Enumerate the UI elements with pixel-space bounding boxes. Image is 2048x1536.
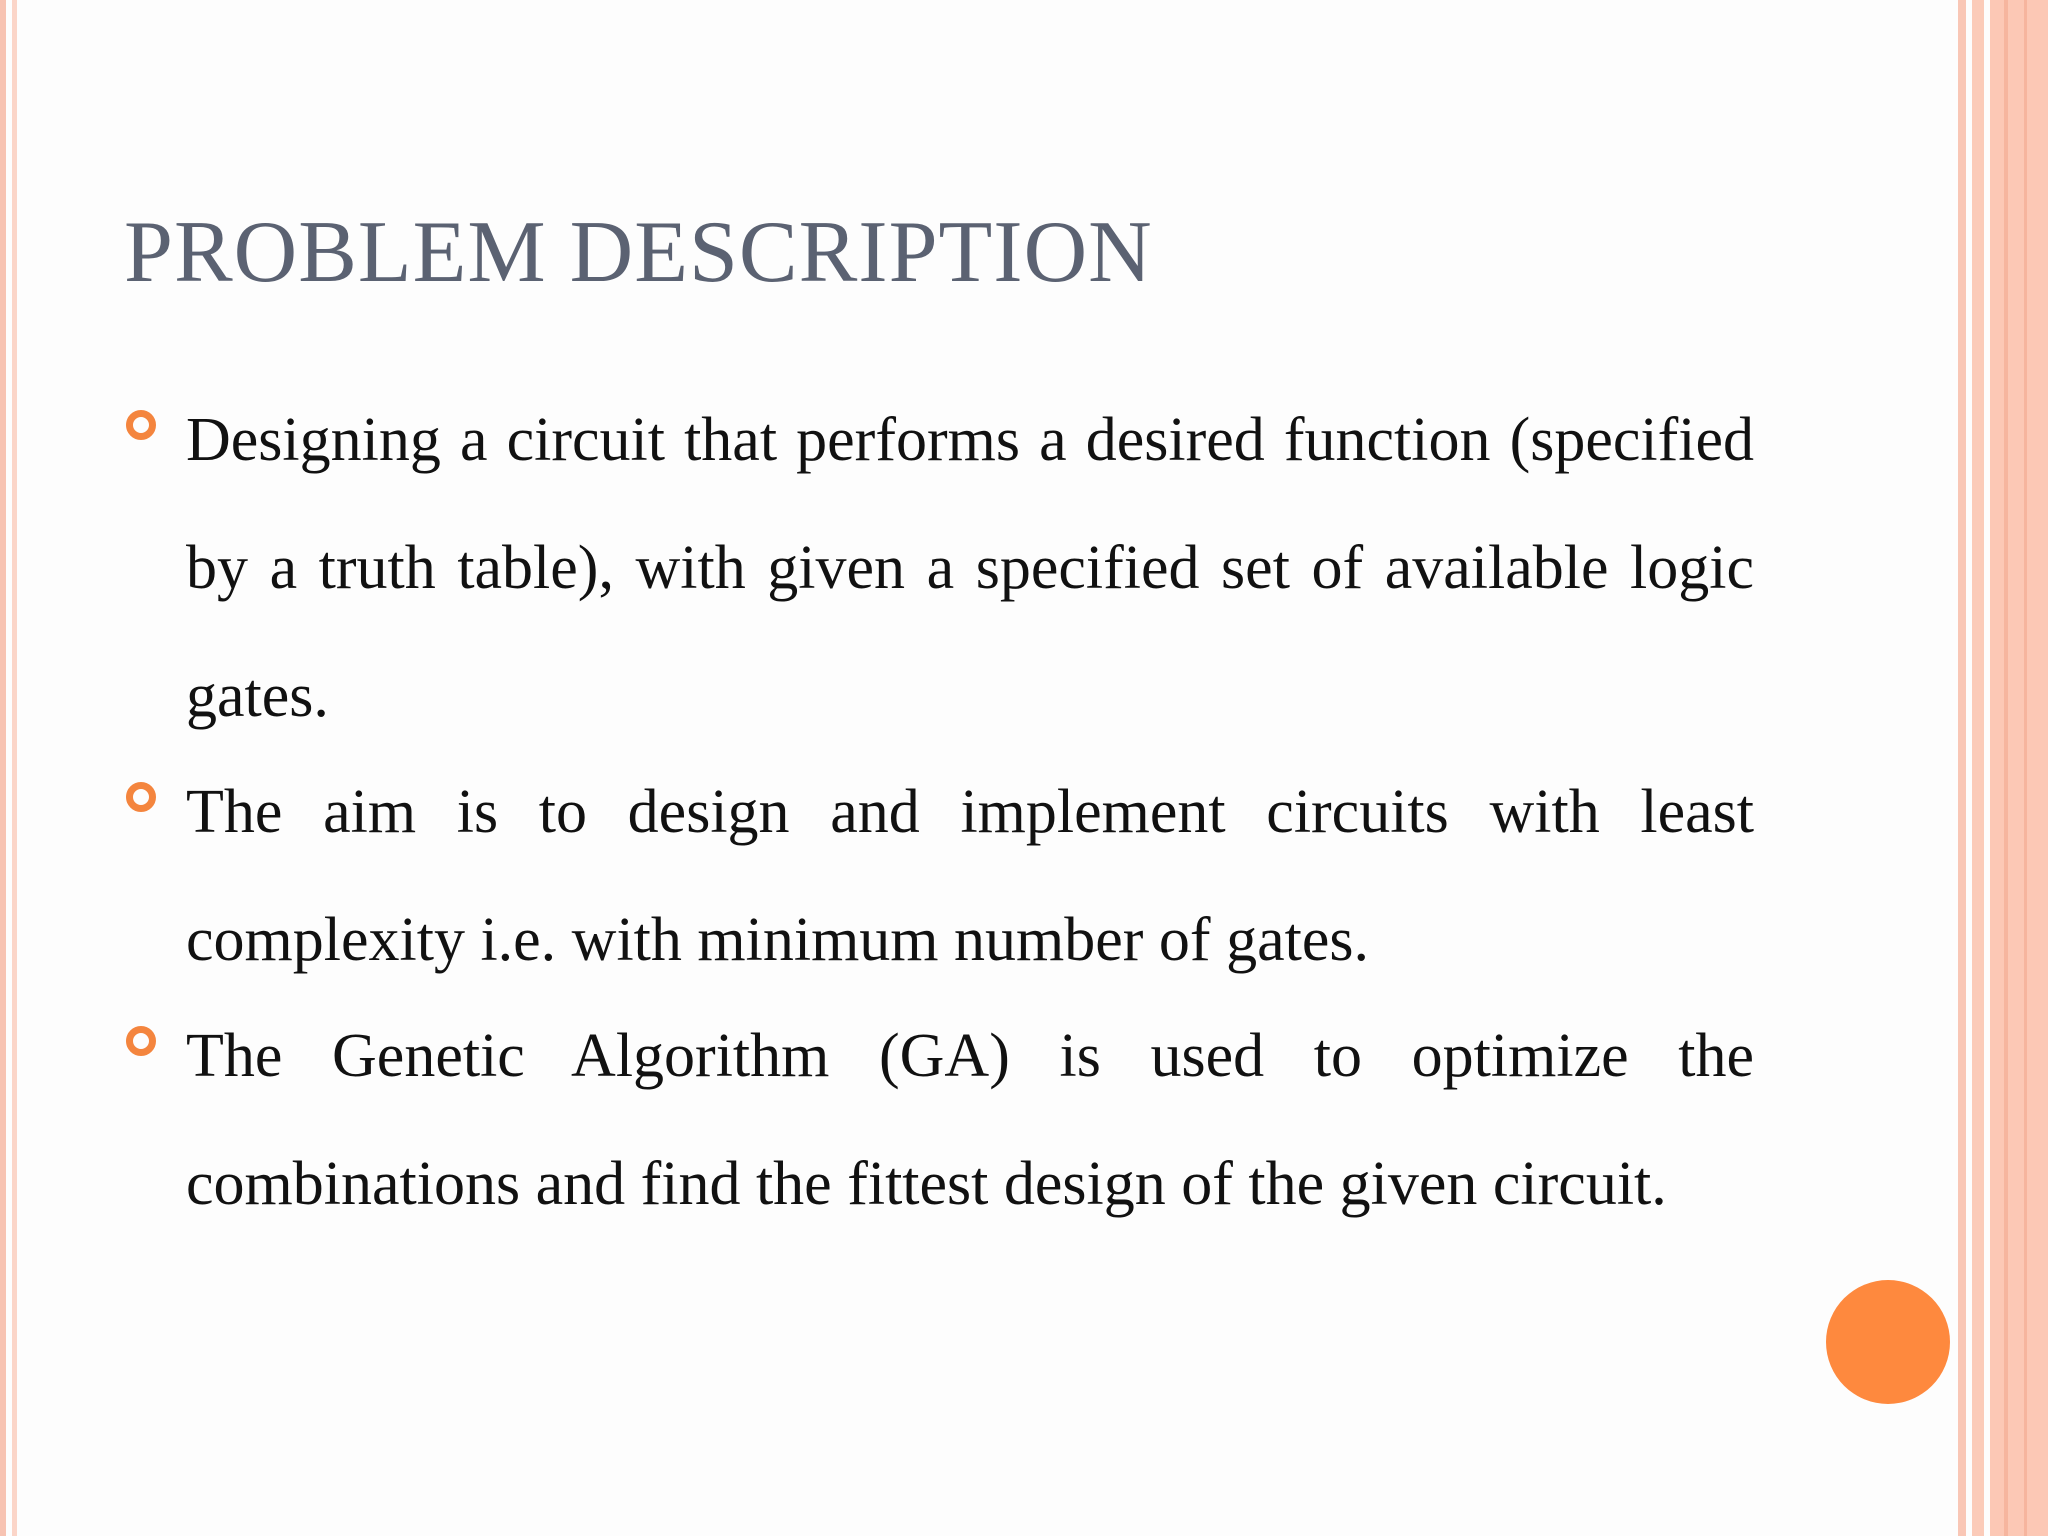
orange-circle-icon — [1826, 1280, 1950, 1404]
right-border-stripe-thin — [1958, 0, 1966, 1536]
hollow-circle-bullet-icon — [126, 1026, 156, 1056]
right-border-stripe-wide — [1990, 0, 2048, 1536]
bullet-text: The Genetic Algorithm (GA) is used to optimize the combinations and find the fittest design of the given circuit. — [186, 1022, 1754, 1218]
bullet-text: The aim is to design and implement circuits with least complexity i.e. with minimum number of gates. — [186, 778, 1754, 974]
bullet-text: Designing a circuit that performs a desired function (specified by a truth table), with given a specified set of available logic gates. — [186, 406, 1754, 730]
hollow-circle-bullet-icon — [126, 782, 156, 812]
left-border-stripe-inner — [12, 0, 17, 1536]
bullet-item — [124, 992, 1754, 1248]
bullet-item — [124, 376, 1754, 760]
bullet-list — [124, 400, 1754, 1260]
right-border-line — [2004, 0, 2008, 1536]
bullet-item — [124, 748, 1754, 1004]
right-border-stripe-medium — [1972, 0, 1984, 1536]
slide-title: PROBLEM DESCRIPTION — [124, 204, 1153, 301]
left-border-stripe — [0, 0, 6, 1536]
right-border-line — [2024, 0, 2027, 1536]
hollow-circle-bullet-icon — [126, 410, 156, 440]
